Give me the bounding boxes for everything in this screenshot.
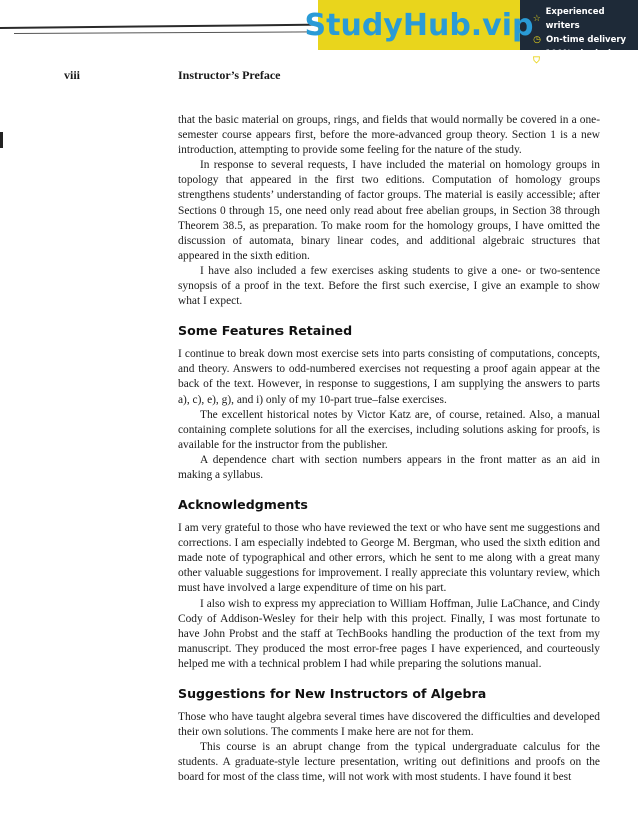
studyhub-logo[interactable]: StudyHub.vip [318, 0, 520, 50]
paragraph: I also wish to express my appreciation to William Hoffman, Julie LaChance, and Cindy Cody of Addison-Wesley for their help with this project. Finally, I was most fortunate to have John Probst and the staff at TechBooks handling the production of the text from my manuscript. They produced the most error-free pages I have experienced, and courteously helped me with a technical problem I had while preparing the solutions manual. [178, 597, 600, 670]
running-head: Instructor’s Preface [178, 68, 281, 82]
paragraph: I continue to break down most exercise sets into parts consisting of computations, concepts, and theory. Answers to odd-numbered exercises not requesting a proof again appear at the back of the text. However, in response to suggestions, I am supplying the answers to parts a), c), e), g), and i) only of my 10-part true–false exercises. [178, 348, 600, 406]
star-icon: ☆ [532, 14, 541, 24]
banner-feature [532, 5, 638, 33]
decorative-rule-thin [14, 31, 314, 34]
page-number: viii [64, 68, 81, 82]
banner-feature-label: 100% plagiarism free [545, 49, 625, 73]
paragraph: The excellent historical notes by Victor Katz are, of course, retained. Also, a manual containing complete solutions for all the exercises, including solutions asking for proofs, is available for the instructor from the publisher. [178, 408, 600, 451]
banner-feature-label: On-time delivery [546, 35, 627, 45]
section-heading-suggestions: Suggestions for New Instructors of Algebra [178, 686, 487, 701]
shield-icon: ⛉ [533, 56, 540, 66]
paragraph: I am very grateful to those who have reviewed the text or who have sent me suggestions and corrections. I am especially indebted to George M. Bergman, who used the sixth edition and made note of typographical and other errors, which he sent to me along with a great many other valuable suggestions for improvement. I really appreciate this voluntary review, which must have involved a large expenditure of time on his part. [178, 522, 600, 595]
banner-feature-label: Experienced writers [545, 7, 605, 31]
paragraph: In response to several requests, I have included the material on homology groups in topology that appeared in the first two editions. Computation of homology groups strengthens students’ understanding of factor groups. The material is easily accessible; after Sections 0 through 15, one need only read about free abelian groups, in Section 38 through Theorem 38.5, as preparation. To make room for the homology groups, I have omitted the discussion of automata, binary linear codes, and additional algebraic structures that appeared in the sixth edition. [178, 159, 600, 262]
paragraph: that the basic material on groups, rings, and fields that would normally be covered in a one-semester course appears first, before the more-advanced group theory. Section 1 is a new introduction, attempting to provide some feeling for the nature of the study. [178, 114, 600, 157]
paragraph: This course is an abrupt change from the typical undergraduate calculus for the students. A graduate-style lecture presentation, writing out definitions and proofs on the board for most of the class time, will not work with most students. I have found it best [178, 741, 600, 784]
margin-mark [0, 132, 3, 148]
banner-feature [532, 47, 638, 75]
section-heading-acknowledgments: Acknowledgments [178, 497, 308, 513]
clock-icon: ◷ [533, 35, 541, 45]
page-body [178, 113, 600, 785]
decorative-rule [0, 24, 330, 29]
paragraph: A dependence chart with section numbers appears in the front matter as an aid in making a syllabus. [178, 453, 600, 481]
banner-feature-list [520, 0, 638, 73]
paragraph: Those who have taught algebra several times have discovered the difficulties and developed their own solutions. The comments I make here are not for them. [178, 711, 600, 739]
banner-feature [532, 33, 638, 47]
section-heading-features: Some Features Retained [178, 323, 353, 339]
studyhub-banner[interactable] [304, 0, 638, 73]
paragraph: I have also included a few exercises asking students to give a one- or two-sentence synopsis of a proof in the text. Before the first such exercise, I give an example to show what I expect. [178, 264, 600, 308]
